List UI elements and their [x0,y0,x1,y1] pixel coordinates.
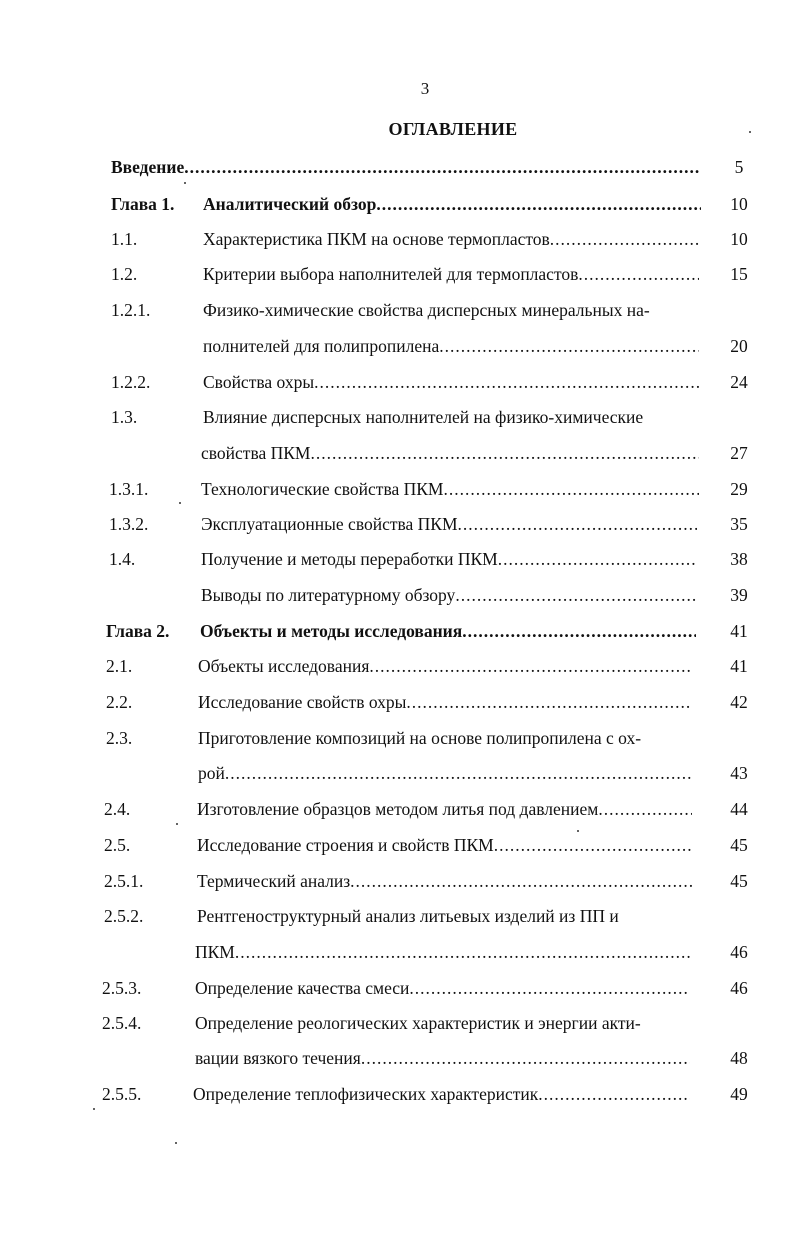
toc-entry-number: Глава 1. [111,194,175,214]
toc-entry-text: Определение качества смеси ..... [195,976,690,1000]
toc-entry-number: 2.1. [106,656,133,676]
toc-entry-2-5-2 [0,904,797,928]
toc-entry-2-5-3 [0,976,797,1000]
toc-entry-1-2-1-continued [0,334,797,358]
toc-entry-number: 1.3. [111,407,138,427]
toc-entry-text: Критерии выбора наполнителей для термопластов ..... [203,262,699,286]
toc-entry-text: Введение ..... [111,155,701,179]
toc-entry-1-2 [0,262,797,286]
toc-entry-page: 5 [734,157,744,177]
toc-title: ОГЛАВЛЕНИЕ [388,119,518,139]
toc-entry-1-3-1 [0,477,797,501]
toc-entry-1-3-2 [0,512,797,536]
toc-entry-page: 44 [730,799,748,819]
toc-entry-page: 39 [730,585,748,605]
toc-entry-page: 38 [730,549,748,569]
toc-entry-text: полнителей для полипропилена ..... [203,334,699,358]
toc-entry-page: 43 [730,763,748,783]
toc-entry-text: Исследование свойств охры ..... [198,690,692,714]
toc-entry-number: Глава 2. [106,621,170,641]
toc-entry-chapter-1 [0,192,797,216]
toc-entry-page: 49 [730,1084,748,1104]
toc-entry-page: 41 [730,621,748,641]
toc-entry-1-2-2 [0,370,797,394]
toc-entry-text: вации вязкого течения ..... [195,1046,690,1070]
toc-entry-2-3-continued [0,761,797,785]
toc-entry-text: Определение теплофизических характеристик ..... [193,1082,690,1106]
toc-entry-text: Характеристика ПКМ на основе термопластов ..... [203,227,701,251]
toc-entry-text: Объекты и методы исследования ..... [200,619,696,643]
scan-speck [179,502,181,504]
toc-entry-2-2 [0,690,797,714]
toc-entry-2-5-5 [0,1082,797,1106]
toc-entry-number: 2.5.4. [102,1013,142,1033]
toc-entry-page: 27 [730,443,748,463]
toc-entry-2-5-1 [0,869,797,893]
toc-entry-text: Эксплуатационные свойства ПКМ ..... [201,512,697,536]
toc-entry-number: 1.2.2. [111,372,151,392]
toc-entry-text: Рентгеноструктурный анализ литьевых изделий из ПП и [197,906,619,926]
toc-entry-number: 2.5.2. [104,906,144,926]
toc-entry-text: Выводы по литературному обзору ..... [201,583,697,607]
toc-entry-text: Физико-химические свойства дисперсных минеральных на- [203,300,650,320]
scan-speck [577,830,579,832]
toc-entry-page: 10 [730,229,748,249]
toc-entry-text: Получение и методы переработки ПКМ ..... [201,547,697,571]
toc-entry-text: Приготовление композиций на основе полипропилена с ох- [198,728,642,748]
toc-entry-page: 45 [730,835,748,855]
toc-entry-text: Изготовление образцов методом литья под давлением ..... [197,797,692,821]
scan-speck [749,131,751,133]
toc-entry-1-4 [0,547,797,571]
toc-entry-number: 1.3.2. [109,514,149,534]
toc-entry-page: 42 [730,692,748,712]
toc-entry-number: 2.4. [104,799,131,819]
toc-entry-page: 46 [730,978,748,998]
toc-entry-2-5-4 [0,1011,797,1035]
scan-speck [93,1108,95,1110]
toc-entry-number: 1.4. [109,549,136,569]
toc-entry-number: 2.3. [106,728,133,748]
toc-entry-introduction [0,155,797,179]
toc-entry-number: 1.2.1. [111,300,151,320]
toc-entry-2-4 [0,797,797,821]
scan-speck [184,182,186,184]
toc-entry-page: 29 [730,479,748,499]
toc-entry-2-5-4-continued [0,1046,797,1070]
toc-entry-literature-conclusions [0,583,797,607]
toc-entry-page: 48 [730,1048,748,1068]
toc-entry-text: Исследование строения и свойств ПКМ ..... [197,833,692,857]
toc-entry-1-2-1 [0,298,797,322]
toc-entry-text: ПКМ ..... [195,940,690,964]
toc-entry-number: 1.1. [111,229,138,249]
toc-entry-page: 10 [730,194,748,214]
toc-entry-text: Определение реологических характеристик и энергии акти- [195,1013,641,1033]
toc-entry-2-5-2-continued [0,940,797,964]
toc-entry-chapter-2 [0,619,797,643]
toc-entry-2-1 [0,654,797,678]
toc-entry-1-1 [0,227,797,251]
toc-entry-number: 2.5. [104,835,131,855]
toc-entry-number: 2.2. [106,692,133,712]
toc-entry-number: 1.2. [111,264,138,284]
toc-entry-number: 2.5.3. [102,978,142,998]
scan-speck [175,1142,177,1144]
toc-entry-text: Объекты исследования ..... [198,654,692,678]
toc-entry-text: Технологические свойства ПКМ ..... [201,477,699,501]
toc-entry-text: Влияние дисперсных наполнителей на физико-химические [203,407,644,427]
toc-entry-1-3-continued [0,441,797,465]
toc-entry-page: 45 [730,871,748,891]
toc-entry-page: 41 [730,656,748,676]
toc-entry-number: 1.3.1. [109,479,149,499]
toc-entry-text: рой ..... [198,761,692,785]
toc-entry-1-3 [0,405,797,429]
toc-entry-number: 2.5.5. [102,1084,142,1104]
scan-speck [176,823,178,825]
toc-entry-text: Свойства охры ..... [203,370,701,394]
toc-entry-text: Аналитический обзор ..... [203,192,701,216]
toc-entry-text: Термический анализ ..... [197,869,692,893]
toc-entry-2-3 [0,726,797,750]
toc-entry-page: 15 [730,264,748,284]
toc-entry-page: 20 [730,336,748,356]
toc-entry-page: 24 [730,372,748,392]
toc-entry-page: 46 [730,942,748,962]
toc-entry-2-5 [0,833,797,857]
page-number: 3 [420,79,430,98]
toc-entry-text: свойства ПКМ ..... [201,441,699,465]
toc-entry-number: 2.5.1. [104,871,144,891]
toc-entry-page: 35 [730,514,748,534]
